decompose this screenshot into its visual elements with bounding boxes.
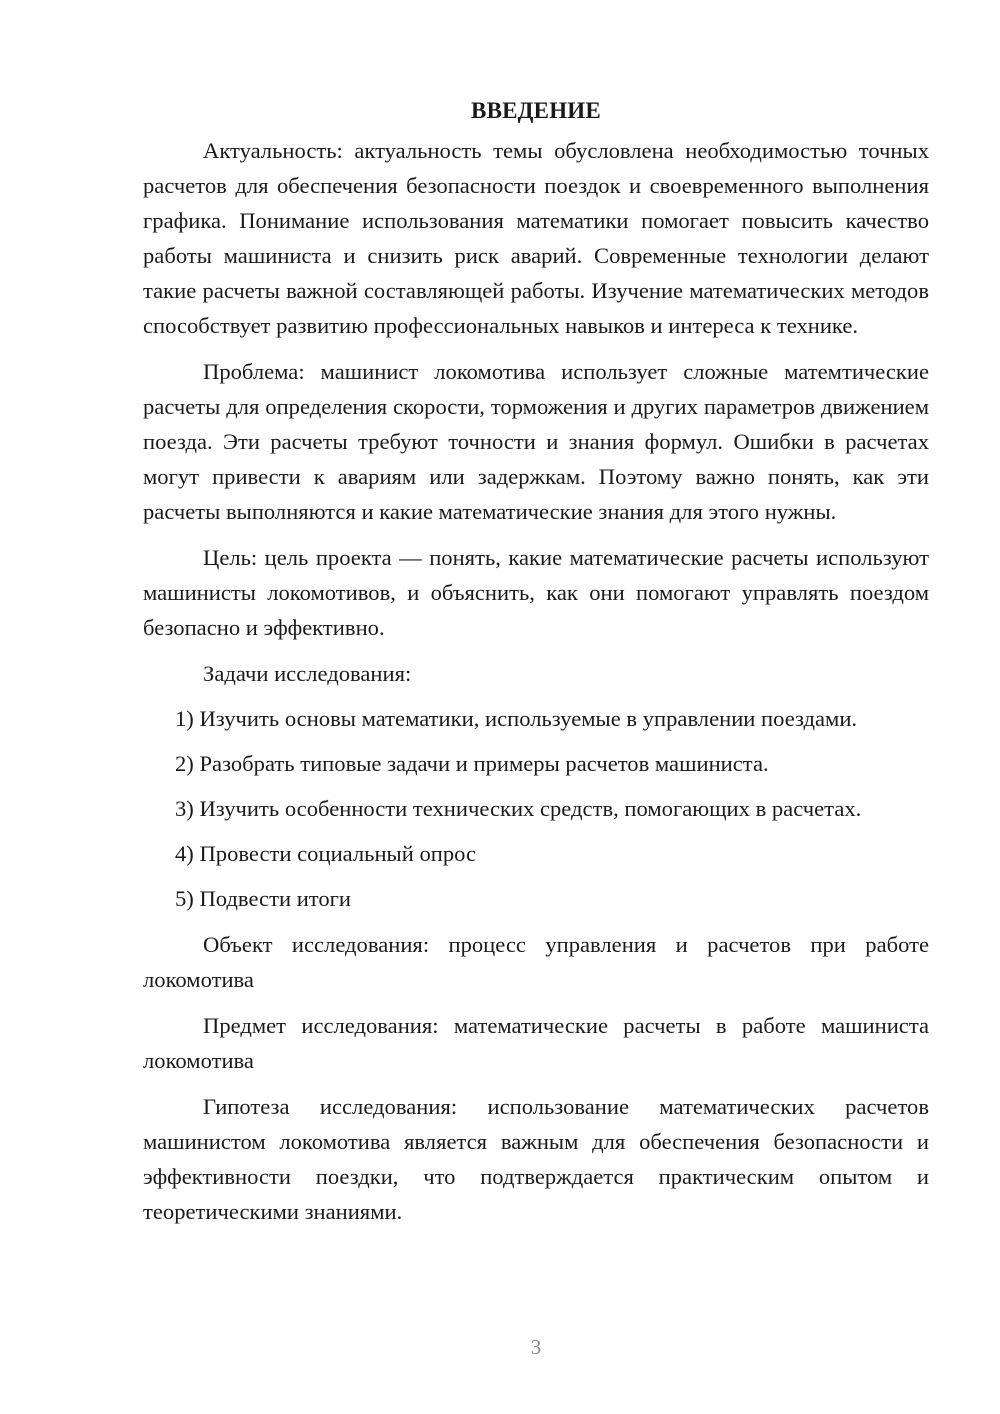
paragraph-problem: Проблема: машинист локомотива использует сложные матемтические расчеты для определения скорости, торможения и других параметров движением поезда. Эти расчеты требуют точности и знания формул. Ошибки в расчетах могут привести к авариям или задержкам. Поэтому важно понять, как эти расчеты выполняются и какие математические знания для этого нужны.	[143, 359, 929, 524]
paragraph-relevance: Актуальность: актуальность темы обусловлена необходимостью точных расчетов для обеспечения безопасности поездок и своевременного выполнения графика. Понимание использования математики помогает повысить качество работы машиниста и снизить риск аварий. Современные технологии делают такие расчеты важной составляющей работы. Изучение математических методов способствует развитию профессиональных навыков и интереса к технике.	[143, 138, 929, 338]
list-item: 1) Изучить основы математики, используемые в управлении поездами.	[175, 706, 858, 731]
paragraph-object: Объект исследования: процесс управления и расчетов при работе локомотива	[143, 932, 929, 992]
tasks-heading: Задачи исследования:	[203, 661, 412, 686]
tasks-list	[143, 701, 929, 916]
paragraph-hypothesis: Гипотеза исследования: использование математических расчетов машинистом локомотива является важным для обеспечения безопасности и эффективности поездки, что подтверждается практическим опытом и теоретическими знаниями.	[143, 1094, 929, 1224]
paragraph-goal: Цель: цель проекта — понять, какие математические расчеты используют машинисты локомотивов, и объяснить, как они помогают управлять поездом безопасно и эффективно.	[143, 545, 929, 640]
paragraph-subject: Предмет исследования: математические расчеты в работе машиниста локомотива	[143, 1013, 929, 1073]
document-page	[143, 92, 929, 1229]
page-number: 3	[530, 1335, 542, 1359]
list-item: 4) Провести социальный опрос	[175, 841, 477, 866]
section-title: ВВЕДЕНИЕ	[471, 98, 601, 123]
list-item: 2) Разобрать типовые задачи и примеры расчетов машиниста.	[175, 751, 769, 776]
list-item: 5) Подвести итоги	[175, 886, 352, 911]
list-item: 3) Изучить особенности технических средств, помогающих в расчетах.	[175, 796, 862, 821]
